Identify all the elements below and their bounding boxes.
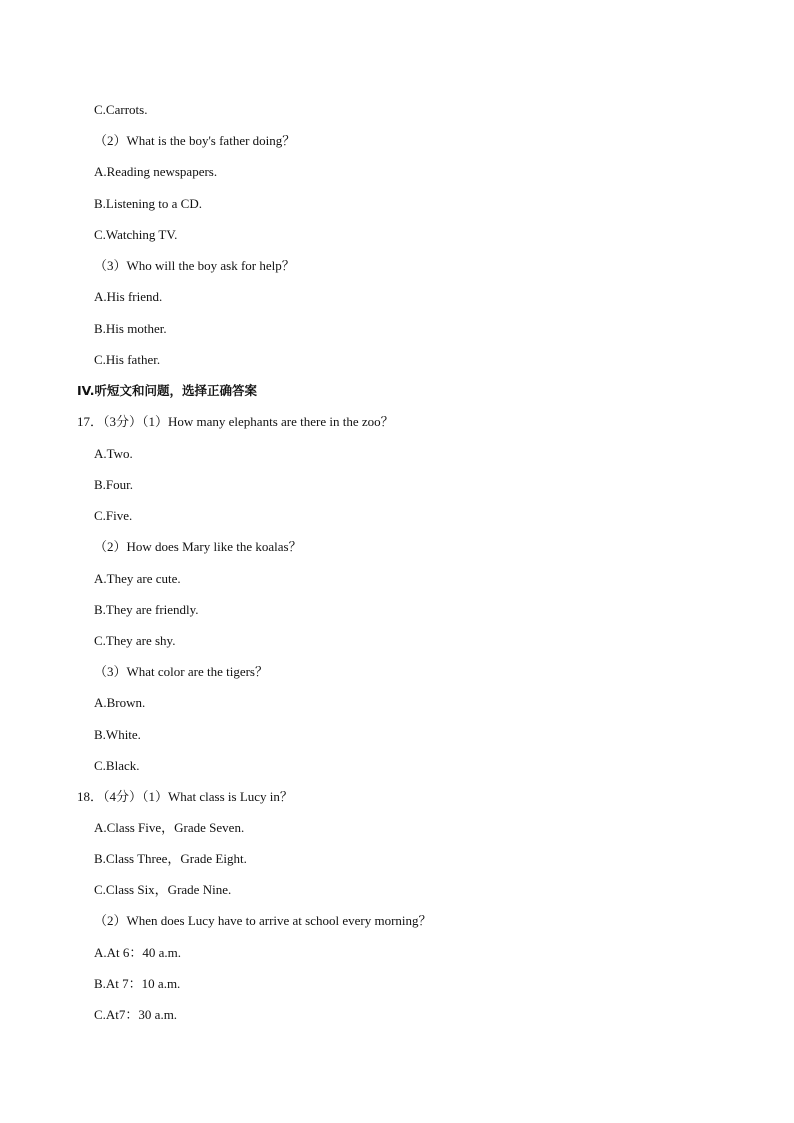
option-a-class-five: A.Class Five，Grade Seven. <box>94 820 245 835</box>
option-c-black: C.Black. <box>94 758 140 773</box>
option-b-class-three: B.Class Three，Grade Eight. <box>94 851 247 866</box>
option-a-two: A.Two. <box>94 446 133 461</box>
option-c-carrots: C.Carrots. <box>94 102 148 117</box>
subquestion-arrive-time: （2）When does Lucy have to arrive at school every morning？ <box>94 913 432 928</box>
option-c-watching: C.Watching TV. <box>94 227 178 242</box>
option-b-listening: B.Listening to a CD. <box>94 196 202 211</box>
option-b-mother: B.His mother. <box>94 321 167 336</box>
option-c-father: C.His father. <box>94 352 161 367</box>
subquestion-father-doing: （2）What is the boy's father doing？ <box>94 133 296 148</box>
subquestion-tigers-color: （3）What color are the tigers？ <box>94 664 268 679</box>
option-a-reading: A.Reading newspapers. <box>94 164 218 179</box>
option-c-five: C.Five. <box>94 508 133 523</box>
option-c-class-six: C.Class Six，Grade Nine. <box>94 882 232 897</box>
subquestion-koalas: （2）How does Mary like the koalas？ <box>94 539 302 554</box>
subquestion-ask-for-help: （3）Who will the boy ask for help？ <box>94 258 295 273</box>
option-b-white: B.White. <box>94 727 141 742</box>
option-c-time: C.At7：30 a.m. <box>94 1007 178 1022</box>
option-b-friendly: B.They are friendly. <box>94 602 199 617</box>
question-17-heading: 17．（3分）（1）How many elephants are there in the zoo？ <box>77 414 394 429</box>
section-heading: IV.听短文和问题，选择正确答案 <box>77 383 257 398</box>
option-a-cute: A.They are cute. <box>94 571 181 586</box>
option-a-time: A.At 6：40 a.m. <box>94 945 182 960</box>
question-18-heading: 18．（4分）（1）What class is Lucy in？ <box>77 789 293 804</box>
option-a-friend: A.His friend. <box>94 289 163 304</box>
option-a-brown: A.Brown. <box>94 695 146 710</box>
option-b-four: B.Four. <box>94 477 134 492</box>
option-b-time: B.At 7：10 a.m. <box>94 976 181 991</box>
option-c-shy: C.They are shy. <box>94 633 176 648</box>
